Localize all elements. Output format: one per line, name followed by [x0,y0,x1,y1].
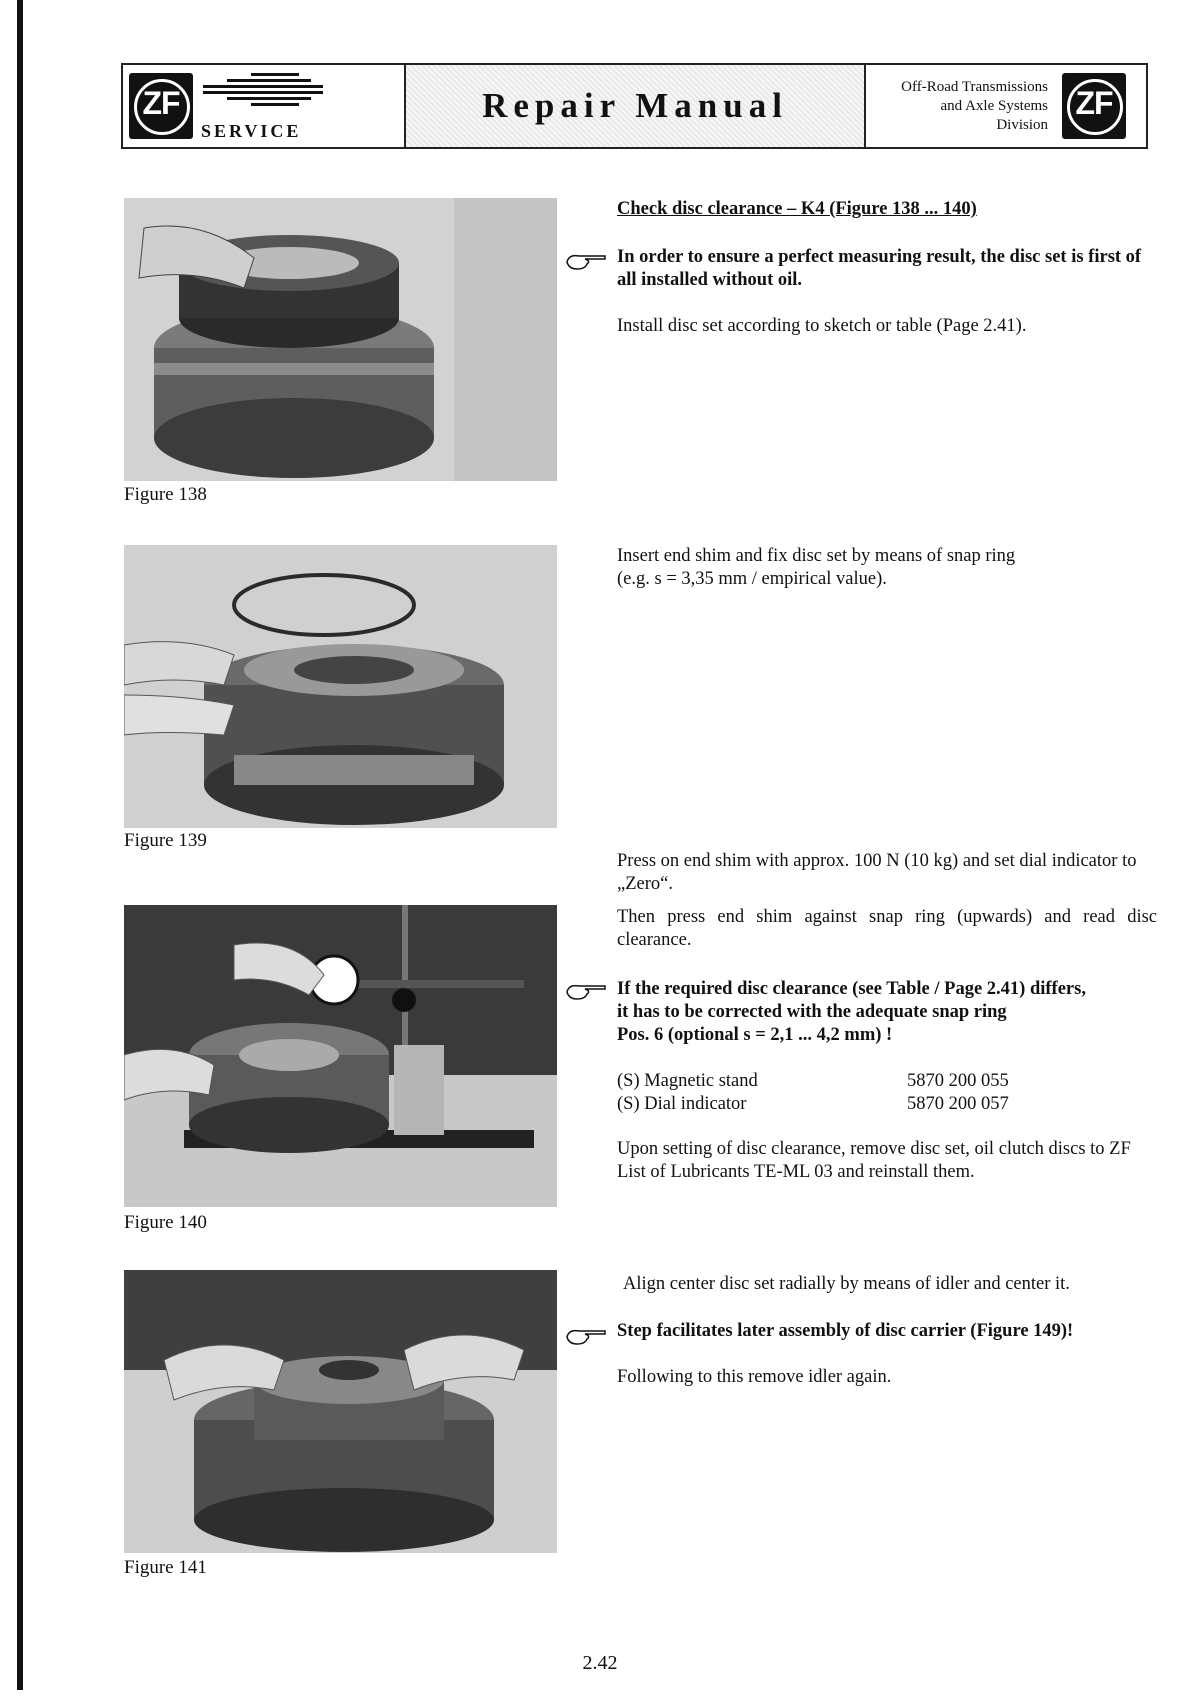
service-label: SERVICE [201,121,302,141]
speed-lines-icon [203,73,323,121]
tool-number: 5870 200 055 [907,1071,1009,1091]
figure-caption: Figure 138 [124,484,207,505]
section-disc-clearance [617,198,1157,221]
zf-logo-icon: ZF [1062,73,1126,139]
tool-name: (S) Dial indicator [617,1094,747,1114]
division-label: Off-Road Transmissions and Axle Systems Division [901,78,1048,133]
body-text: Press on end shim with approx. 100 N (10 kg) and set dial indicator to „Zero“. [617,851,1137,894]
note-text: If the required disc clearance (see Table / Page 2.41) differs, it has to be corrected with the adequate snap ring Pos. 6 (optional s = 2,1 ... 4,2 mm) ! [617,979,1086,1045]
tool-name: (S) Magnetic stand [617,1071,758,1091]
pointing-hand-icon [565,250,609,272]
body-text: Align center disc set radially by means of idler and center it. [623,1274,1070,1294]
page-number: 2.42 [582,1652,618,1674]
section-snap-ring: Insert end shim and fix disc set by means of snap ring (e.g. s = 3,35 mm / empirical value). [617,546,1016,589]
figure-138-photo [124,198,557,481]
page-header [121,63,1148,149]
tool-number: 5870 200 057 [907,1094,1009,1114]
body-text: Following to this remove idler again. [617,1367,892,1387]
section-heading: Check disc clearance – K4 (Figure 138 ... 140) [617,199,977,219]
figure-caption: Figure 139 [124,830,207,851]
manual-title: Repair Manual [482,86,788,125]
tool-list [617,1070,1157,1116]
body-text: Install disc set according to sketch or table (Page 2.41). [617,316,1027,336]
figure-caption: Figure 141 [124,1557,207,1578]
figure-139-photo [124,545,557,828]
pointing-hand-icon [565,1325,609,1347]
note-text: Step facilitates later assembly of disc carrier (Figure 149)! [617,1321,1074,1341]
division-cell [866,65,1146,147]
body-text: Upon setting of disc clearance, remove disc set, oil clutch discs to ZF List of Lubricants TE-ML 03 and reinstall them. [617,1139,1131,1182]
binding-edge [17,0,23,1690]
body-text: Then press end shim against snap ring (upwards) and read disc clearance. [617,907,1157,950]
zf-logo-icon: ZF [129,73,193,139]
figure-140-photo [124,905,557,1207]
pointing-hand-icon [565,980,609,1002]
note-text: In order to ensure a perfect measuring result, the disc set is first of all installed without oil. [617,247,1142,290]
title-cell [406,65,866,147]
zf-service-logo [123,65,406,147]
figure-141-photo [124,1270,557,1553]
figure-caption: Figure 140 [124,1212,207,1233]
section-measure [617,850,1157,952]
